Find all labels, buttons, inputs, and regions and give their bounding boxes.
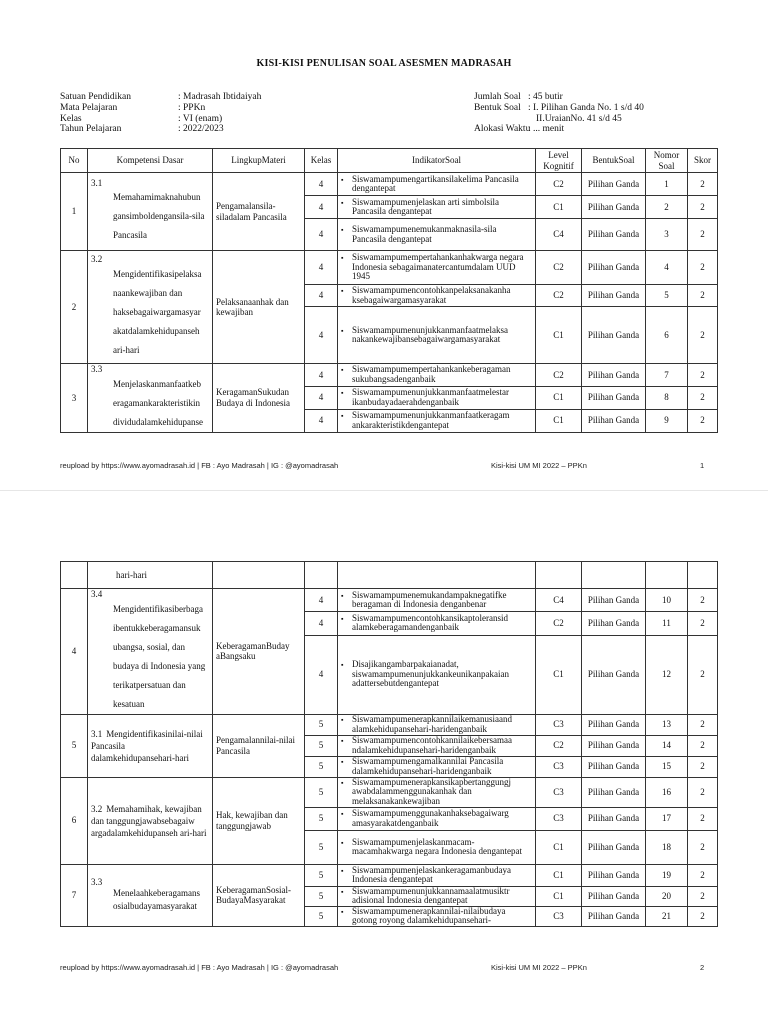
skor-cell: 2 — [688, 864, 718, 886]
kd-number: 3.4 — [91, 589, 103, 599]
indikator-text: Siswamampumenemukanmaknasila-sila Pancasila dengantepat — [352, 224, 497, 244]
indikator-soal-cell — [338, 714, 536, 735]
kelas-cell: 4 — [305, 307, 338, 364]
indikator-text: Siswamampumempertahankankeberagaman sukubangsadenganbaik — [352, 364, 511, 384]
indikator-soal-cell — [338, 173, 536, 196]
bentuk-soal-cell: Pilihan Ganda — [582, 735, 646, 756]
bullet-icon: ▪ — [341, 175, 344, 184]
info-row: Tahun Pelajaran : 2022/2023 — [60, 124, 224, 135]
bentuk-soal-cell: Pilihan Ganda — [582, 251, 646, 285]
info-row: Mata Pelajaran : PPKn — [60, 102, 206, 113]
lingkup-materi-cell: Pelaksanaanhak dan kewajiban — [213, 251, 305, 364]
bullet-icon: ▪ — [341, 226, 344, 234]
bentuk-soal-cell: Pilihan Ganda — [582, 807, 646, 830]
level-kognitif-cell: C2 — [536, 251, 582, 285]
nomor-soal-cell: 16 — [646, 777, 688, 807]
footer-page-number: 2 — [700, 963, 705, 972]
indikator-text: Siswamampumenunjukkannamaalatmusiktr adisional Indonesia dengantepat — [352, 886, 510, 905]
bullet-icon: ▪ — [341, 412, 344, 421]
page-2 — [0, 490, 768, 1025]
bullet-icon: ▪ — [341, 716, 344, 724]
skor-cell: 2 — [688, 386, 718, 409]
indikator-soal-cell — [338, 864, 536, 886]
bullet-icon: ▪ — [341, 866, 344, 875]
info-row: II.UraianNo. 41 s/d 45 — [536, 113, 622, 124]
kd-number: 3.2 — [91, 254, 103, 265]
bentuk-soal-cell: Pilihan Ganda — [582, 635, 646, 714]
document-title: KISI-KISI PENULISAN SOAL ASESMEN MADRASAH — [256, 58, 512, 69]
level-kognitif-cell: C1 — [536, 864, 582, 886]
skor-cell: 2 — [688, 906, 718, 926]
kelas-cell: 4 — [305, 285, 338, 307]
lingkup-materi-cell: KeragamanSukudan Budaya di Indonesia — [213, 364, 305, 433]
table-row — [61, 589, 718, 612]
info-row: Alokasi Waktu: ... menit — [474, 124, 565, 135]
skor-cell: 2 — [688, 251, 718, 285]
kd-text: Menjelaskanmanfaatkeb eragamankarakteristikin dividudalamkehidupanse — [113, 378, 203, 427]
indikator-soal-cell — [338, 307, 536, 364]
indikator-text: Siswamampumenunjukkanmanfaatkeragam ankarakteristikdengantepat — [352, 410, 510, 430]
nomor-soal-cell: 2 — [646, 196, 688, 219]
indikator-soal-cell — [338, 830, 536, 864]
kelas-cell: 5 — [305, 864, 338, 886]
row-number: 3 — [61, 364, 88, 433]
nomor-soal-cell: 19 — [646, 864, 688, 886]
skor-cell: 2 — [688, 714, 718, 735]
indikator-soal-cell — [338, 219, 536, 251]
bullet-icon: ▪ — [341, 778, 344, 787]
bentuk-soal-cell: Pilihan Ganda — [582, 307, 646, 364]
level-kognitif-cell: C2 — [536, 173, 582, 196]
indikator-text: Siswamampumengamalkannilai Pancasila dalamkehidupansehari-haridenganbaik — [352, 756, 504, 776]
nomor-soal-cell: 6 — [646, 307, 688, 364]
skor-cell: 2 — [688, 886, 718, 906]
indikator-soal-cell — [338, 196, 536, 219]
bentuk-soal-cell: Pilihan Ganda — [582, 364, 646, 387]
kd-number: 3.2 — [91, 803, 103, 814]
kd-text: Memahamimaknahubun gansimboldengansila-sila Pancasila — [113, 192, 205, 241]
table-body — [61, 173, 718, 433]
kelas-cell: 5 — [305, 807, 338, 830]
header-no: No — [61, 149, 88, 173]
kd-text: Mengidentifikasiberbaga ibentukkeberagamansuk ubangsa, sosial, dan budaya di Indonesia yang terikatpersatuan dan kesatuan — [113, 603, 206, 709]
kelas-cell: 4 — [305, 635, 338, 714]
header-indikator-soal: IndikatorSoal — [338, 149, 536, 173]
kompetensi-dasar-cell — [88, 589, 213, 715]
kd-text: Memahamihak, kewajiban dan tanggungjawabsebagaiw argadalamkehidupanseh ari-hari — [91, 803, 207, 838]
nomor-soal-cell: 13 — [646, 714, 688, 735]
bullet-icon: ▪ — [341, 389, 344, 398]
indikator-soal-cell — [338, 386, 536, 409]
bentuk-soal-cell: Pilihan Ganda — [582, 219, 646, 251]
skor-cell: 2 — [688, 735, 718, 756]
kelas-cell: 4 — [305, 612, 338, 635]
kompetensi-dasar-cell — [88, 714, 213, 777]
indikator-soal-cell — [338, 777, 536, 807]
kd-text: Mengidentifikasipelaksa naankewajiban dan haksebagaiwargamasyar akatdalamkehidupanseh ari-hari — [113, 268, 202, 355]
skor-cell: 2 — [688, 196, 718, 219]
kompetensi-dasar-cell — [88, 864, 213, 926]
bullet-icon: ▪ — [341, 287, 344, 295]
skor-cell: 2 — [688, 777, 718, 807]
skor-cell: 2 — [688, 409, 718, 432]
kisi-kisi-table-page-1 — [60, 148, 718, 433]
indikator-soal-cell — [338, 285, 536, 307]
bentuk-soal-cell: Pilihan Ganda — [582, 830, 646, 864]
nomor-soal-cell: 18 — [646, 830, 688, 864]
indikator-text: Siswamampumenjelaskankeragamanbudaya Indonesia dengantepat — [352, 864, 511, 884]
bentuk-soal-cell: Pilihan Ganda — [582, 714, 646, 735]
info-row: Satuan Pendidikan : Madrasah Ibtidaiyah — [60, 92, 262, 102]
kelas-cell: 5 — [305, 830, 338, 864]
kd-text: Menelaahkeberagamans osialbudayamasyarakat — [113, 888, 200, 912]
info-right — [474, 92, 644, 135]
nomor-soal-cell: 7 — [646, 364, 688, 387]
bullet-icon: ▪ — [341, 737, 344, 745]
level-kognitif-cell: C3 — [536, 777, 582, 807]
bullet-icon: ▪ — [341, 254, 344, 263]
kelas-cell: 5 — [305, 735, 338, 756]
table-row-continuation — [61, 562, 718, 589]
info-left — [60, 92, 261, 135]
bentuk-soal-cell: Pilihan Ganda — [582, 906, 646, 926]
indikator-soal-cell — [338, 886, 536, 906]
header-level-kognitif: Level Kognitif — [536, 149, 582, 173]
level-kognitif-cell: C1 — [536, 409, 582, 432]
level-kognitif-cell: C1 — [536, 886, 582, 906]
indikator-text: Disajikangambarpakaianadat, siswamampumenunjukkankeunikanpakaian adattersebutdengantepat — [352, 659, 509, 689]
bentuk-soal-cell: Pilihan Ganda — [582, 173, 646, 196]
skor-cell: 2 — [688, 285, 718, 307]
nomor-soal-cell: 10 — [646, 589, 688, 612]
level-kognitif-cell: C2 — [536, 612, 582, 635]
nomor-soal-cell: 3 — [646, 219, 688, 251]
bullet-icon: ▪ — [341, 326, 344, 335]
indikator-text: Siswamampumenemukandampaknegatifke beragaman di Indonesia denganbenar — [352, 589, 507, 610]
level-kognitif-cell: C3 — [536, 807, 582, 830]
header-kompetensi-dasar: Kompetensi Dasar — [88, 149, 213, 173]
nomor-soal-cell: 9 — [646, 409, 688, 432]
bentuk-soal-cell: Pilihan Ganda — [582, 589, 646, 612]
skor-cell: 2 — [688, 612, 718, 635]
kompetensi-dasar-cell — [88, 173, 213, 251]
skor-cell: 2 — [688, 173, 718, 196]
indikator-text: Siswamampumenerapkansikapbertanggungj awabdalammenggunakanhak dan melaksanakankewajiban — [352, 777, 511, 806]
lingkup-materi-cell: Hak, kewajiban dan tanggungjawab — [213, 777, 305, 864]
level-kognitif-cell: C3 — [536, 714, 582, 735]
footer-source: reupload by https://www.ayomadrasah.id | FB : Ayo Madrasah | IG : @ayomadrasah — [60, 461, 339, 470]
nomor-soal-cell: 14 — [646, 735, 688, 756]
skor-cell: 2 — [688, 219, 718, 251]
level-kognitif-cell: C1 — [536, 386, 582, 409]
row-number: 1 — [61, 173, 88, 251]
indikator-soal-cell — [338, 589, 536, 612]
footer-doc-label: Kisi-kisi UM MI 2022 – PPKn — [491, 461, 587, 470]
indikator-soal-cell — [338, 612, 536, 635]
footer-page-number: 1 — [700, 461, 705, 470]
indikator-soal-cell — [338, 807, 536, 830]
indikator-soal-cell — [338, 756, 536, 777]
bentuk-soal-cell: Pilihan Ganda — [582, 612, 646, 635]
header-bentuk-soal: BentukSoal — [582, 149, 646, 173]
indikator-text: Siswamampumencontohkansikaptoleransid alamkeberagamandenganbaik — [352, 612, 508, 633]
kelas-cell: 4 — [305, 196, 338, 219]
nomor-soal-cell: 20 — [646, 886, 688, 906]
level-kognitif-cell: C1 — [536, 196, 582, 219]
header-nomor-soal: Nomor Soal — [646, 149, 688, 173]
bullet-icon: ▪ — [341, 758, 344, 766]
indikator-text: Siswamampumenerapkannilaikemanusiaand alamkehidupansehari-haridenganbaik — [352, 714, 512, 734]
indikator-soal-cell — [338, 409, 536, 432]
nomor-soal-cell: 15 — [646, 756, 688, 777]
indikator-soal-cell — [338, 635, 536, 714]
info-row: Bentuk Soal : I. Pilihan Ganda No. 1 s/d 40 — [474, 102, 644, 113]
table-row — [61, 364, 718, 387]
level-kognitif-cell: C4 — [536, 219, 582, 251]
kelas-cell: 5 — [305, 756, 338, 777]
skor-cell: 2 — [688, 807, 718, 830]
indikator-text: Siswamampumencontohkannilaikebersamaa ndalamkehidupansehari-haridenganbaik — [352, 735, 512, 755]
level-kognitif-cell: C1 — [536, 307, 582, 364]
nomor-soal-cell: 21 — [646, 906, 688, 926]
kelas-cell: 5 — [305, 714, 338, 735]
page-1 — [0, 0, 768, 490]
lingkup-materi-cell: KeberagamanSosial-BudayaMasyarakat — [213, 864, 305, 926]
bullet-icon: ▪ — [341, 838, 344, 847]
nomor-soal-cell: 8 — [646, 386, 688, 409]
lingkup-materi-cell: Pengamalannilai-nilai Pancasila — [213, 714, 305, 777]
row-number: 6 — [61, 777, 88, 864]
bullet-icon: ▪ — [341, 810, 344, 818]
info-row: Kelas : VI (enam) — [60, 113, 223, 124]
level-kognitif-cell: C2 — [536, 735, 582, 756]
skor-cell: 2 — [688, 635, 718, 714]
indikator-text: Siswamampumencontohkanpelaksanakanha ksebagaiwargamasyarakat — [352, 285, 511, 305]
table-body — [61, 562, 718, 927]
table-row — [61, 777, 718, 807]
info-row: Jumlah Soal : 45 butir — [474, 92, 563, 102]
bullet-icon: ▪ — [341, 591, 344, 600]
level-kognitif-cell: C1 — [536, 830, 582, 864]
kd-continuation: hari-hari — [88, 562, 213, 589]
header-skor: Skor — [688, 149, 718, 173]
bullet-icon: ▪ — [341, 614, 344, 623]
indikator-soal-cell — [338, 906, 536, 926]
indikator-text: Siswamampumenjelaskanmacam-macamhakwarga negara Indonesia dengantepat — [352, 836, 523, 856]
skor-cell: 2 — [688, 756, 718, 777]
kd-number: 3.3 — [91, 364, 103, 374]
nomor-soal-cell: 4 — [646, 251, 688, 285]
kelas-cell: 4 — [305, 364, 338, 387]
kompetensi-dasar-cell — [88, 251, 213, 364]
header-lingkup-materi: LingkupMateri — [213, 149, 305, 173]
indikator-soal-cell — [338, 251, 536, 285]
bullet-icon: ▪ — [341, 887, 344, 896]
kelas-cell: 4 — [305, 219, 338, 251]
indikator-text: Siswamampumenjelaskan arti simbolsila Pancasila dengantepat — [352, 196, 499, 216]
indikator-text: Siswamampumempertahankanhakwarga negara Indonesia sebagaimanatercantumdalam UUD 1945 — [352, 252, 524, 282]
kd-number: 3.1 — [91, 728, 103, 739]
kelas-cell: 5 — [305, 886, 338, 906]
row-number: 5 — [61, 714, 88, 777]
nomor-soal-cell: 17 — [646, 807, 688, 830]
nomor-soal-cell: 12 — [646, 635, 688, 714]
kelas-cell: 5 — [305, 906, 338, 926]
bentuk-soal-cell: Pilihan Ganda — [582, 409, 646, 432]
bullet-icon: ▪ — [341, 661, 344, 670]
footer-doc-label: Kisi-kisi UM MI 2022 – PPKn — [491, 963, 587, 972]
table-row — [61, 714, 718, 735]
level-kognitif-cell: C3 — [536, 756, 582, 777]
skor-cell: 2 — [688, 830, 718, 864]
bentuk-soal-cell: Pilihan Ganda — [582, 285, 646, 307]
table-row — [61, 864, 718, 886]
bentuk-soal-cell: Pilihan Ganda — [582, 886, 646, 906]
skor-cell: 2 — [688, 307, 718, 364]
lingkup-materi-cell: Pengamalansila-siladalam Pancasila — [213, 173, 305, 251]
kd-text: Mengidentifikasinilai-nilai Pancasila dalamkehidupansehari-hari — [91, 728, 203, 763]
indikator-text: Siswamampumenunjukkanmanfaatmelestar ikanbudayadaerahdenganbaik — [352, 387, 509, 407]
kelas-cell: 4 — [305, 251, 338, 285]
level-kognitif-cell: C2 — [536, 285, 582, 307]
row-number: 4 — [61, 589, 88, 715]
level-kognitif-cell: C1 — [536, 635, 582, 714]
indikator-text: Siswamampumengartikansilakelima Pancasila dengantepat — [352, 173, 519, 193]
kelas-cell: 4 — [305, 386, 338, 409]
kisi-kisi-table-page-2 — [60, 561, 718, 927]
bentuk-soal-cell: Pilihan Ganda — [582, 196, 646, 219]
kelas-cell: 4 — [305, 589, 338, 612]
kelas-cell: 5 — [305, 777, 338, 807]
level-kognitif-cell: C4 — [536, 589, 582, 612]
table-row — [61, 251, 718, 285]
indikator-soal-cell — [338, 364, 536, 387]
table-header-row — [61, 149, 718, 173]
kompetensi-dasar-cell — [88, 364, 213, 433]
footer-source: reupload by https://www.ayomadrasah.id | FB : Ayo Madrasah | IG : @ayomadrasah — [60, 963, 339, 972]
bentuk-soal-cell: Pilihan Ganda — [582, 756, 646, 777]
kd-number: 3.3 — [91, 876, 103, 887]
bullet-icon: ▪ — [341, 907, 344, 916]
nomor-soal-cell: 5 — [646, 285, 688, 307]
indikator-text: Siswamampumenggunakanhaksebagaiwarg amasyarakatdenganbaik — [352, 808, 509, 828]
table-row — [61, 173, 718, 196]
bentuk-soal-cell: Pilihan Ganda — [582, 864, 646, 886]
level-kognitif-cell: C2 — [536, 364, 582, 387]
skor-cell: 2 — [688, 589, 718, 612]
level-kognitif-cell: C3 — [536, 906, 582, 926]
kd-number: 3.1 — [91, 177, 103, 188]
row-number: 7 — [61, 864, 88, 926]
kelas-cell: 4 — [305, 173, 338, 196]
kelas-cell: 4 — [305, 409, 338, 432]
bullet-icon: ▪ — [341, 198, 344, 207]
skor-cell: 2 — [688, 364, 718, 387]
bullet-icon: ▪ — [341, 366, 344, 375]
indikator-text: Siswamampumenunjukkanmanfaatmelaksa nakankewajibansebagaiwargamasyarakat — [352, 324, 508, 344]
bentuk-soal-cell: Pilihan Ganda — [582, 777, 646, 807]
nomor-soal-cell: 1 — [646, 173, 688, 196]
indikator-soal-cell — [338, 735, 536, 756]
header-kelas: Kelas — [305, 149, 338, 173]
lingkup-materi-cell: KeberagamanBuday aBangsaku — [213, 589, 305, 715]
kompetensi-dasar-cell — [88, 777, 213, 864]
bentuk-soal-cell: Pilihan Ganda — [582, 386, 646, 409]
nomor-soal-cell: 11 — [646, 612, 688, 635]
indikator-text: Siswamampumenerapkannilai-nilaibudaya gotong royong dalamkehidupansehari- — [352, 906, 506, 925]
row-number: 2 — [61, 251, 88, 364]
